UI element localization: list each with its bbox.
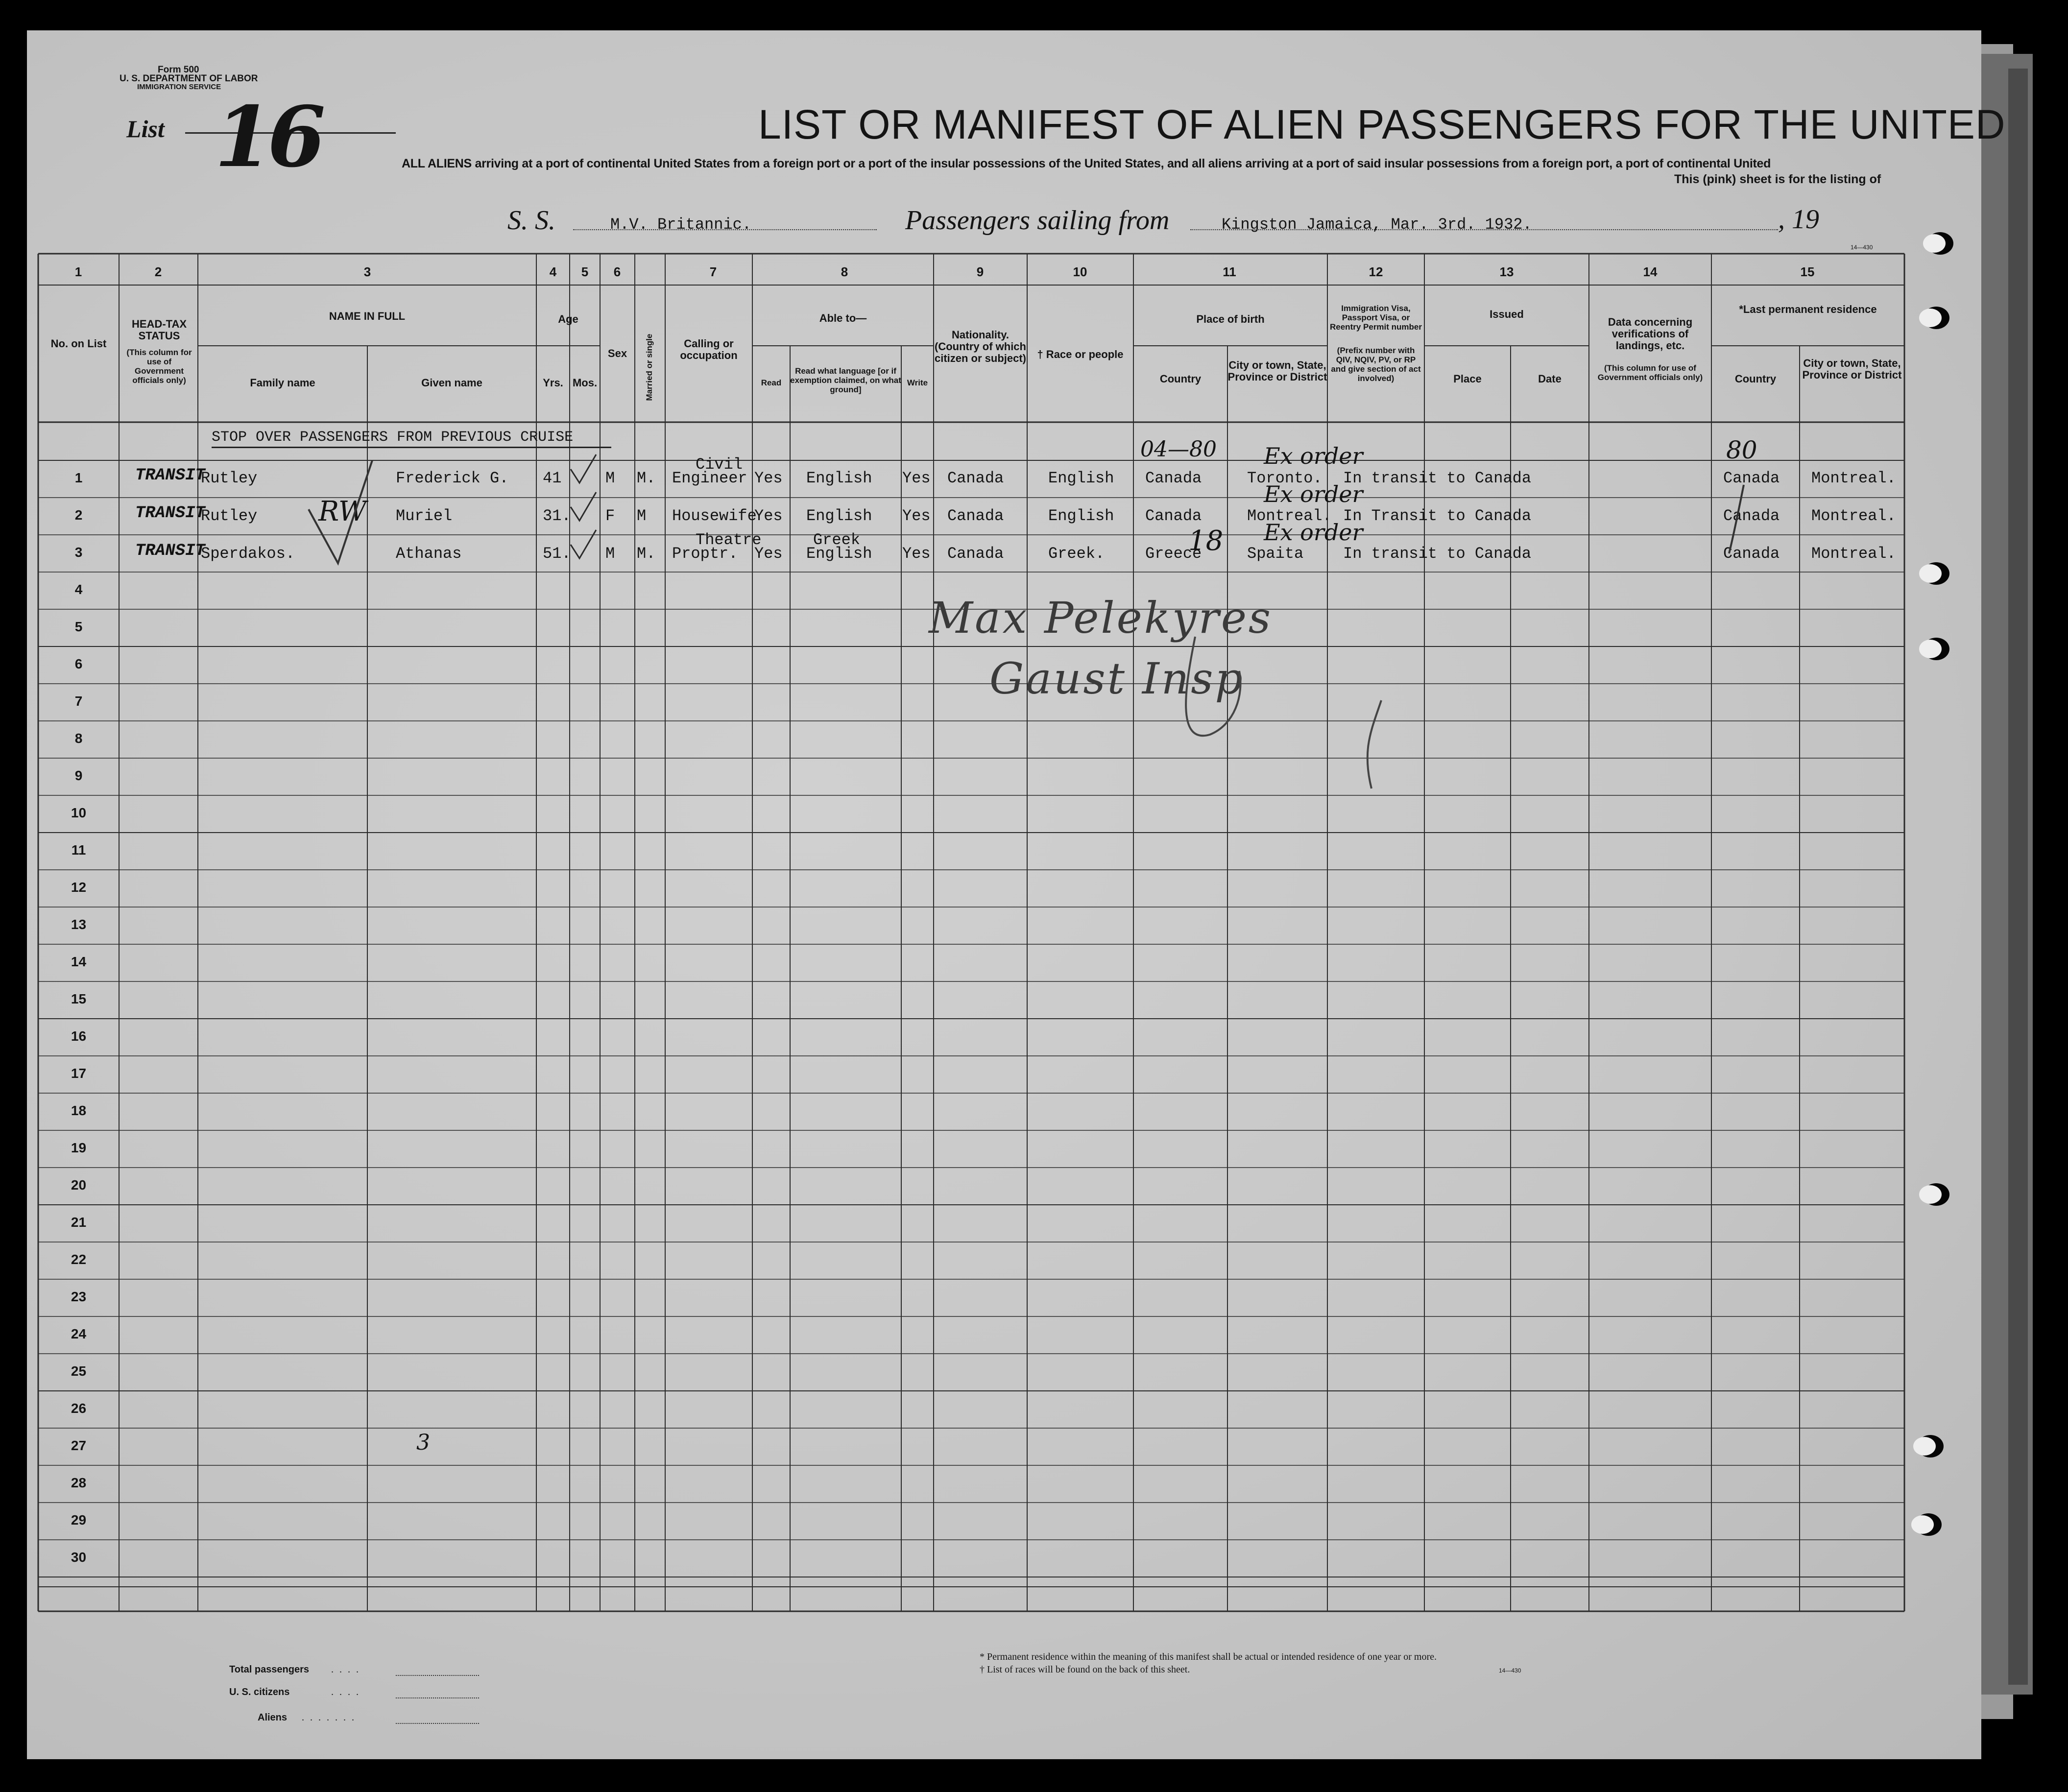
form-code-bottom: 14—430 [1499, 1667, 1521, 1674]
row-number: 6 [74, 656, 83, 671]
residence-city: Montreal. [1811, 469, 1896, 487]
check-stroke [299, 451, 377, 578]
header-residence-city: City or town, State, Province or District [1802, 357, 1902, 381]
row-number: 7 [74, 693, 83, 709]
column-number: 3 [363, 264, 371, 279]
row-number: 14 [71, 954, 87, 969]
sex: M [605, 545, 615, 563]
can-write: Yes [902, 469, 931, 487]
nationality: Canada [947, 507, 1004, 525]
race: Greek. [1048, 545, 1105, 563]
residence-country: Canada [1723, 507, 1780, 525]
row-number: 29 [71, 1512, 87, 1528]
header-mos: Mos. [572, 377, 598, 389]
visa: In Transit to Canada [1343, 507, 1532, 525]
given-name: Frederick G. [396, 469, 509, 487]
birth-mark-2: 18 [1188, 525, 1224, 557]
row-number: 5 [74, 619, 83, 634]
column-number: 7 [709, 264, 717, 279]
marital-status: M [637, 507, 647, 525]
nationality: Canada [947, 469, 1004, 487]
marital-status: M. [637, 545, 656, 563]
column-number: 2 [154, 264, 162, 279]
header-visa: Immigration Visa, Passport Visa, or Reentry Permit number [1330, 304, 1422, 332]
race: English [1048, 507, 1114, 525]
can-write: Yes [902, 545, 931, 563]
birth-city: Toronto. [1247, 469, 1323, 487]
header-family-name: Family name [250, 377, 315, 389]
row-number: 19 [71, 1140, 87, 1155]
header-issued-place: Place [1453, 373, 1482, 385]
subtitle-line-2: This (pink) sheet is for the listing of [1674, 172, 1881, 186]
race: English [1048, 469, 1114, 487]
signature-flourish [1166, 627, 1420, 803]
header-residence-country: Country [1734, 373, 1777, 385]
column-number: 12 [1369, 264, 1383, 279]
column-number: 4 [549, 264, 557, 279]
can-read: Yes [754, 545, 783, 563]
header-race: † Race or people [1037, 348, 1124, 360]
row-number: 10 [71, 805, 87, 820]
punch-hole [1923, 307, 1949, 329]
initials: RW [318, 496, 367, 527]
punch-hole [1915, 1513, 1942, 1536]
row-number: 8 [74, 731, 83, 746]
age-years: 31. [543, 507, 571, 525]
occupation-line-1: Civil [696, 455, 743, 474]
column-number: 5 [581, 264, 589, 279]
column-number: 8 [841, 264, 848, 279]
footnote-residence: * Permanent residence within the meaning of this manifest shall be actual or intended residence of one year or more. [980, 1651, 1437, 1662]
residence-city: Montreal. [1811, 507, 1896, 525]
row-number: 25 [71, 1363, 87, 1379]
row-number: 26 [71, 1401, 87, 1416]
occupation-line-1: Theatre [696, 531, 762, 549]
service: IMMIGRATION SERVICE [137, 83, 221, 91]
row-number: 9 [74, 768, 83, 783]
column-number: 15 [1800, 264, 1815, 279]
row-number: 22 [71, 1252, 87, 1267]
header-verification: Data concerning verifications of landings, etc. [1608, 316, 1693, 352]
age-years: 41 [543, 469, 562, 487]
family-name: Rutley [201, 469, 258, 487]
head-tax-stamp: TRANSIT [135, 542, 205, 560]
can-read: Yes [754, 469, 783, 487]
subtitle-line-1: ALL ALIENS arriving at a port of continental United States from a foreign port or a port of the insular possessions of the United States, and all aliens arriving at a port of said insular possessions from a foreign port, a port of continental United [402, 157, 1771, 170]
header-calling: Calling or occupation [680, 337, 738, 361]
residence-country: Canada [1723, 545, 1780, 563]
column-number: 1 [74, 264, 82, 279]
head-tax-stamp: TRANSIT [135, 504, 205, 523]
column-number: 9 [976, 264, 984, 279]
head-tax-stamp: TRANSIT [135, 466, 205, 485]
ship-name: M.V. Britannic. [610, 215, 752, 234]
total-passengers-field[interactable] [396, 1675, 479, 1676]
form-number: Form 500 [158, 65, 199, 75]
header-place-of-birth: Place of birth [1196, 313, 1265, 325]
header-last-residence: *Last permanent residence [1739, 303, 1877, 315]
header-verification-note: (This column for use of Government officials only) [1597, 363, 1703, 382]
language-line-1: Greek [813, 531, 861, 549]
section-note-underline [212, 447, 611, 448]
row-number: 21 [71, 1215, 87, 1230]
row-number: 17 [71, 1066, 87, 1081]
check-mark [571, 492, 596, 521]
footer-dots-3: ....... [302, 1712, 360, 1723]
footer-dots-2: .... [331, 1687, 364, 1697]
given-name: Muriel [396, 507, 453, 525]
header-no-on-list: No. on List [50, 337, 107, 350]
us-citizens-field[interactable] [396, 1697, 479, 1698]
inspector-signature: Max Pelekyres [929, 593, 1273, 643]
sailing-from: Kingston Jamaica, Mar. 3rd. 1932. [1222, 215, 1532, 234]
order-note-2: Ex order [1264, 481, 1363, 507]
us-citizens-label: U. S. citizens [229, 1687, 290, 1697]
row-number: 2 [74, 507, 83, 523]
residence-country: Canada [1723, 469, 1780, 487]
row-number: 18 [71, 1103, 87, 1118]
birth-country: Canada [1145, 507, 1202, 525]
header-visa-note: (Prefix number with QIV, NQIV, PV, or RP and give section of act involved) [1331, 346, 1421, 383]
row-number: 27 [71, 1438, 87, 1453]
birth-country: Greece [1145, 545, 1202, 563]
column-number: 11 [1223, 264, 1236, 279]
header-yrs: Yrs. [543, 377, 563, 389]
row-number: 16 [71, 1028, 87, 1044]
punch-hole [1923, 562, 1949, 585]
birth-city: Spaita [1247, 545, 1304, 563]
header-birth-city: City or town, State, Province or District [1227, 359, 1327, 383]
row-number: 23 [71, 1289, 87, 1304]
column-number: 6 [613, 264, 621, 279]
occupation-line-2: Engineer [672, 469, 747, 487]
section-note: STOP OVER PASSENGERS FROM PREVIOUS CRUISE [212, 429, 574, 446]
visa: In transit to Canada [1343, 469, 1532, 487]
header-name-in-full: NAME IN FULL [329, 310, 406, 322]
header-married: Married or single [645, 334, 654, 401]
birth-country: Canada [1145, 469, 1202, 487]
row-number: 30 [71, 1550, 87, 1565]
check-mark [571, 454, 596, 483]
occupation: Housewife [672, 507, 757, 525]
header-head-tax: HEAD-TAX STATUS [131, 318, 187, 342]
occupation-line-2: Proptr. [672, 545, 738, 563]
can-write: Yes [902, 507, 931, 525]
nationality: Canada [947, 545, 1004, 563]
birth-code: 04—80 [1140, 437, 1217, 462]
header-age: Age [558, 313, 578, 325]
family-name: Rutley [201, 507, 258, 525]
column-number: 14 [1643, 264, 1658, 279]
residence-city: Montreal. [1811, 545, 1896, 563]
row-number: 15 [71, 991, 87, 1006]
header-issued: Issued [1490, 308, 1524, 320]
year-label: , 19 [1778, 204, 1819, 235]
language-line-2: English [806, 545, 872, 563]
header-read-language: Read what language [or if exemption claimed, on what ground] [790, 366, 901, 394]
row-number: 4 [74, 582, 83, 597]
inspector-title: Gaust Insp [989, 653, 1245, 704]
column-number: 10 [1073, 264, 1087, 279]
header-given-name: Given name [421, 377, 482, 389]
form-code-top: 14—430 [1851, 244, 1873, 251]
aliens-field[interactable] [396, 1723, 479, 1724]
row-number: 11 [71, 842, 86, 858]
ss-label: S. S. [507, 205, 555, 236]
column-number: 13 [1499, 264, 1514, 279]
list-number: 16 [215, 88, 321, 186]
check-mark [571, 530, 596, 558]
marital-status: M. [637, 469, 656, 487]
birth-city: Montreal. [1247, 507, 1332, 525]
residence-ditto [1724, 480, 1754, 558]
list-label: List [126, 115, 165, 143]
header-birth-country: Country [1159, 373, 1202, 385]
header-nationality: Nationality. (Country of which citizen or subject) [934, 329, 1027, 364]
row-number: 13 [71, 917, 87, 932]
header-read: Read [761, 378, 782, 387]
stray-mark: 3 [416, 1430, 430, 1455]
punch-hole [1923, 1183, 1949, 1206]
sex: M [605, 469, 615, 487]
row-number: 1 [74, 470, 83, 485]
total-passengers-label: Total passengers [229, 1664, 310, 1675]
order-note-3: Ex order [1264, 519, 1363, 546]
header-write: Write [907, 378, 928, 387]
header-sex: Sex [607, 347, 627, 359]
row-number: 3 [74, 545, 83, 560]
sex: F [605, 507, 615, 525]
visa: In transit to Canada [1343, 545, 1532, 563]
sailing-label: Passengers sailing from [905, 205, 1170, 236]
punch-hole [1927, 232, 1953, 255]
footnote-races: † List of races will be found on the back of this sheet. [980, 1664, 1190, 1675]
row-number: 28 [71, 1475, 87, 1490]
row-number: 12 [71, 880, 87, 895]
page-title: LIST OR MANIFEST OF ALIEN PASSENGERS FOR THE UNITED [758, 101, 2006, 147]
language: English [806, 507, 872, 525]
punch-hole [1917, 1435, 1944, 1457]
residence-code: 80 [1726, 436, 1757, 464]
header-head-tax-note: (This column for use of Government officials only) [126, 348, 192, 385]
age-years: 51. [543, 545, 571, 563]
header-issued-date: Date [1538, 373, 1562, 385]
row-number: 20 [71, 1177, 87, 1193]
department: U. S. DEPARTMENT OF LABOR [120, 73, 258, 84]
header-able-to: Able to— [819, 312, 867, 324]
language: English [806, 469, 872, 487]
aliens-label: Aliens [258, 1712, 288, 1723]
family-name: Sperdakos. [201, 545, 295, 563]
row-number: 24 [71, 1326, 87, 1341]
order-note-1: Ex order [1264, 443, 1363, 469]
footer-dots-1: .... [331, 1664, 364, 1675]
given-name: Athanas [396, 545, 462, 563]
can-read: Yes [754, 507, 783, 525]
punch-hole [1923, 638, 1949, 660]
